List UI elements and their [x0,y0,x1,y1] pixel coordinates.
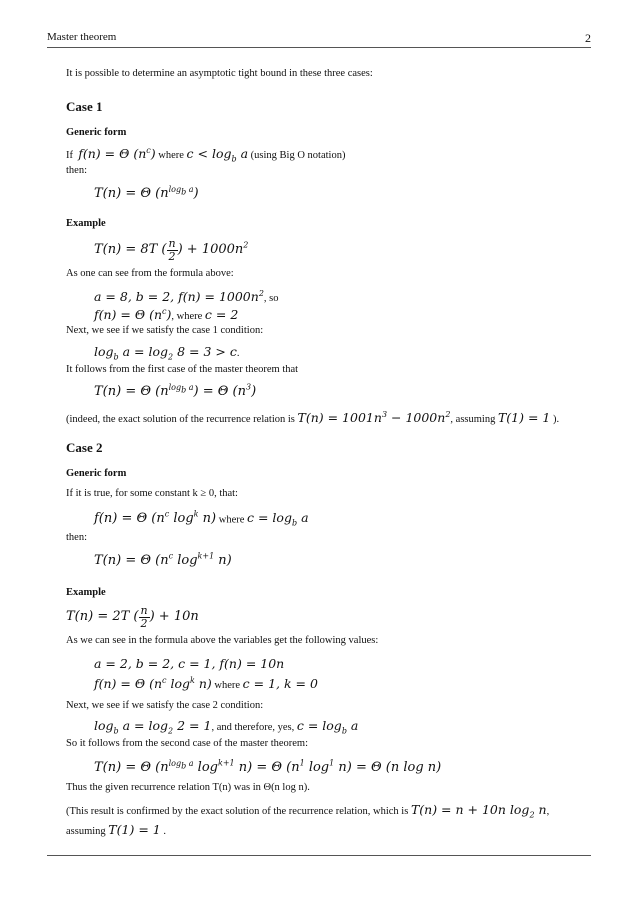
case2-generic-line: f(n) = Θ ($n^c$ $\log^k n$) where $c = \log_b a$ [94,510,309,528]
formula-c1-k0: c = 1, k = 0 [242,676,318,692]
formula-c-lt-logba: $c < \log_b a$ [186,146,249,164]
case1-then: then: [66,165,87,176]
case2-iftrue-text: If it is true, for some constant k ≥ 0, that: [66,488,238,499]
case1-follows-text: It follows from the first case of the master theorem that [66,364,299,375]
footer-rule [47,855,591,856]
formula-fn-theta-nc: f(n) = Θ $(n^c)$ [78,146,156,162]
formula-c-eq-logba-2: $c = \log_b a$ [296,718,359,736]
formula-c-eq-logba: $c = \log_b a$ [247,510,309,528]
formula-case2-values: a = 2, b = 2, c = 1, f(n) = 10n [94,656,285,671]
formula-case1-theta: f(n) = Θ $(n^c)$ [94,307,172,323]
case1-values-line: a = 8, b = 2, $f(n) = 1000n^2$, so [94,289,279,305]
formula-c-eq-2: c = 2 [204,307,239,323]
case2-example-label: Example [66,587,106,598]
formula-case2-exact: T(n) = n + 10n $\log_2 n$ [410,802,547,820]
case2-heading: Case 2 [66,440,103,455]
case1-heading: Case 1 [66,99,103,114]
case1-indeed-line: (indeed, the exact solution of the recurrence relation is $T(n) = 1001n^3 - 1000n^2$, assuming T(1) = 1 ). [66,410,560,426]
formula-case1-exact: $T(n) = 1001n^3 - 1000n^2$ [297,410,451,426]
case2-next-text: Next, we see if we satisfy the case 2 condition: [66,700,264,711]
header-rule [47,47,591,48]
case2-generic-label: Generic form [66,468,127,479]
case2-then: then: [66,532,87,543]
formula-case2-result: T(n) = Θ ($n^c$ $\log^{k+1} n$) [94,552,232,569]
case2-assuming-line: assuming T(1) = 1 . [66,822,166,837]
formula-t1-eq-1: T(1) = 1 [497,410,551,426]
formula-case1-values: a = 8, b = 2, $f(n) = 1000n^2$ [94,289,264,305]
header-title: Master theorem [47,31,117,43]
case1-see-text: As one can see from the formula above: [66,268,234,279]
case1-example-label: Example [66,218,106,229]
page-number: 2 [585,31,591,45]
formula-case2-fn: f(n) = Θ ($n^c$ $\log^k n$) [94,510,217,527]
case2-where-line: f(n) = Θ ($n^c$ $\log^k n$) where c = 1, k = 0 [94,676,318,692]
case1-generic-label: Generic form [66,127,127,138]
formula-case2-condition: $\log_b a = \log_2 2 = 1$ [94,718,212,736]
case2-follows-text: So it follows from the second case of the master theorem: [66,738,309,749]
case2-thus-text: Thus the given recurrence relation T(n) was in Θ(n log n). [66,782,310,793]
formula-case2-theta: f(n) = Θ ($n^c$ $\log^k n$) [94,676,212,692]
case2-condition-line: $\log_b a = \log_2 2 = 1$, and therefore, yes, $c = \log_b a$ [94,718,359,736]
formula-case1-condition: $\log_b a = \log_2 8 = 3 > c$ [94,344,237,362]
case1-generic-line: If f(n) = Θ $(n^c)$ where $c < \log_b a$ (using Big O notation) [66,146,346,164]
case2-confirm-line: (This result is confirmed by the exact solution of the recurrence relation, which is T(n) = n + 10n $\log_2 n$, [66,802,550,820]
formula-t1-eq-1-b: T(1) = 1 [108,822,161,837]
running-header [47,31,591,45]
formula-case2-conclusion: T(n) = Θ ($n^{log_b a}$ $\log^{k+1} n) = \Theta$ ($n^1$ $\log^1 n) = \Theta$ (n log n) [94,759,442,776]
intro-text: It is possible to determine an asymptotic tight bound in these three cases: [66,68,373,79]
formula-case1-conclusion: T(n) = Θ $(n^{log_b a}) = \Theta$ $(n^3)$ [94,383,257,400]
case1-where-line: f(n) = Θ $(n^c)$, where c = 2 [94,307,239,323]
formula-case2-recurrence: T(n) = 2T ( $\frac{n}{2}$ ) + 10n [66,604,199,630]
case1-condition-line: $\log_b a = \log_2 8 = 3 > c$. [94,344,240,362]
formula-case1-recurrence: T(n) = 8T ( $\frac{n}{2}$ ) + $1000n^2$ [94,237,249,263]
case1-next-text: Next, we see if we satisfy the case 1 condition: [66,325,264,336]
case2-see-text: As we can see in the formula above the variables get the following values: [66,635,379,646]
formula-case1-result: T(n) = Θ $(n^{log_b a})$ [94,185,199,202]
